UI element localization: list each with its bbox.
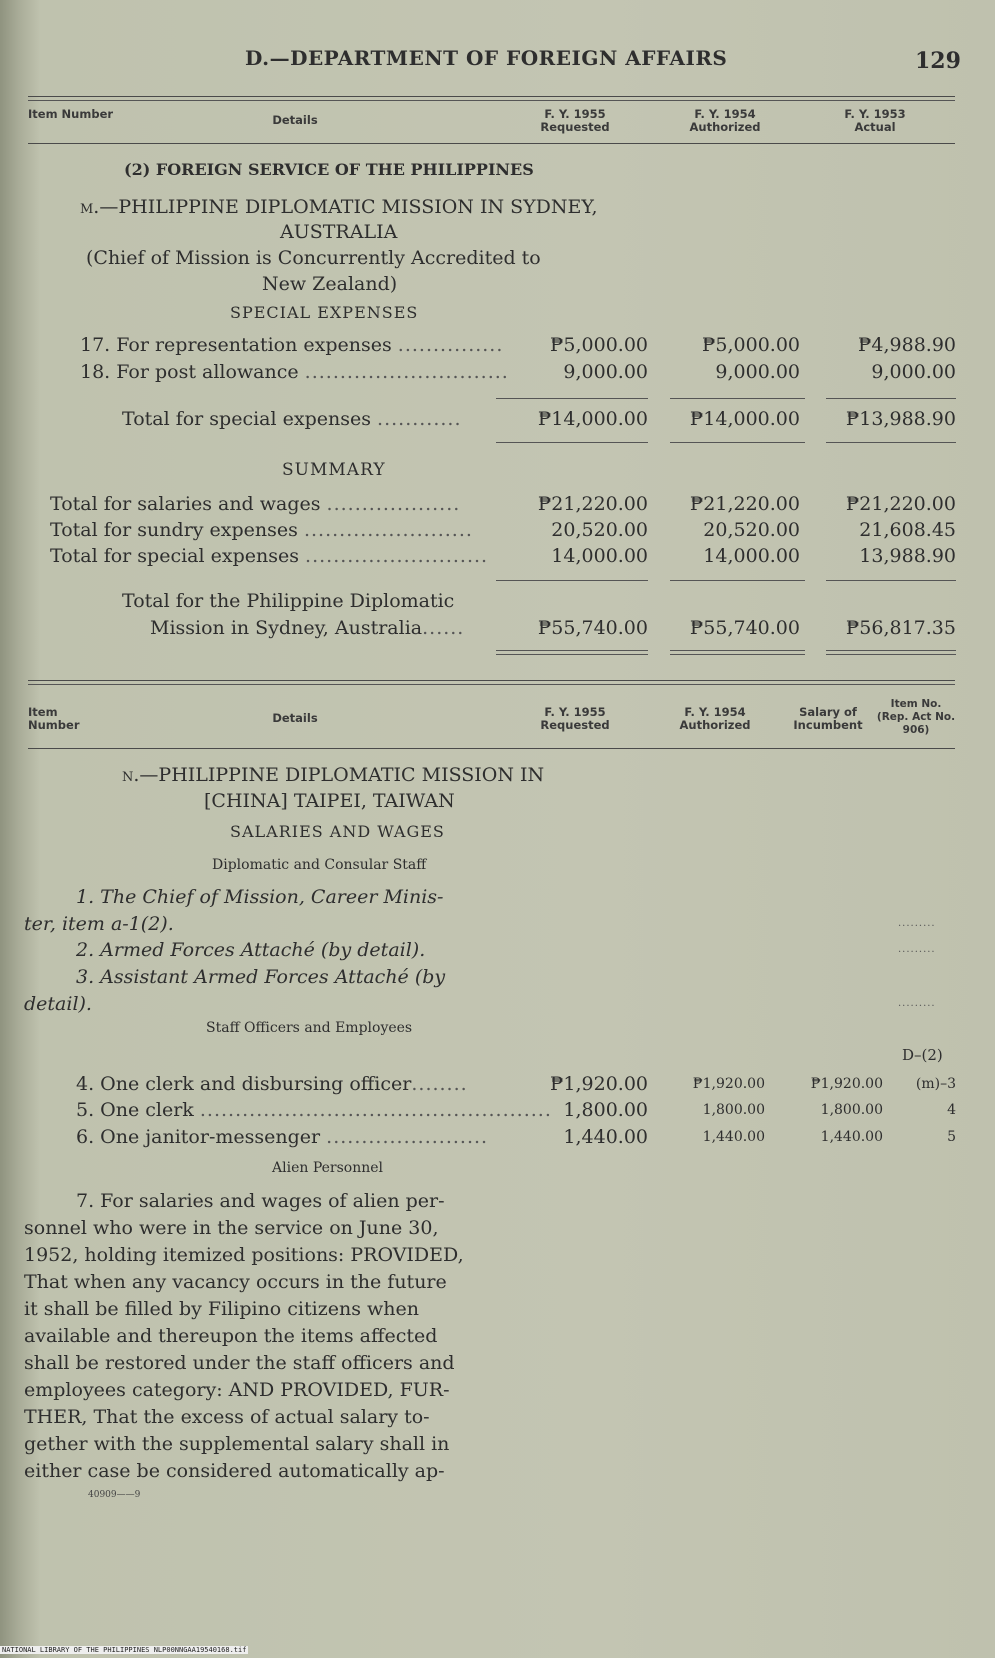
- summary-special-fy1953: 13,988.90: [859, 545, 956, 567]
- row-17-fy1953: ₱4,988.90: [857, 334, 956, 356]
- item-1: 1. The Chief of Mission, Career Minis-: [76, 886, 444, 908]
- grand-total-fy1954: ₱55,740.00: [689, 617, 800, 639]
- total-special-fy1954: ₱14,000.00: [689, 408, 800, 430]
- staff-heading: Staff Officers and Employees: [206, 1020, 413, 1036]
- grand-rule-3: [826, 580, 956, 581]
- row-18-fy1953: 9,000.00: [871, 361, 956, 383]
- staff-row-6-fy1954: 1,440.00: [702, 1129, 765, 1145]
- grand-rule-2: [670, 580, 805, 581]
- col2-item-number: Item Number: [28, 705, 80, 732]
- summary-salaries-label: Total for salaries and wages ...................: [50, 493, 461, 515]
- staff-row-5-fy1955: 1,800.00: [563, 1099, 648, 1121]
- special-expenses-heading: SPECIAL EXPENSES: [230, 303, 419, 322]
- summary-sundry-fy1954: 20,520.00: [703, 519, 800, 541]
- para-line-3: 1952, holding itemized positions: PROVIDED,: [24, 1244, 464, 1266]
- total-rule-2: [670, 442, 805, 443]
- total-special-label: Total for special expenses ............: [122, 408, 462, 430]
- summary-heading: SUMMARY: [282, 460, 386, 480]
- para-line-1: 7. For salaries and wages of alien per-: [76, 1190, 445, 1212]
- row-17-label: 17. For representation expenses ...............: [80, 334, 504, 356]
- subtotal-rule-3: [826, 398, 956, 399]
- col2-details: Details: [272, 711, 318, 725]
- grand-total-label-2: Mission in Sydney, Australia......: [150, 617, 465, 639]
- staff-row-4-fy1955: ₱1,920.00: [549, 1073, 648, 1095]
- para-line-5: it shall be filled by Filipino citizens when: [24, 1298, 419, 1320]
- staff-row-4-salary: ₱1,920.00: [810, 1076, 883, 1092]
- col2-fy1955: F. Y. 1955 Requested: [540, 705, 610, 732]
- row-18-fy1955: 9,000.00: [563, 361, 648, 383]
- staff-row-6-fy1955: 1,440.00: [563, 1126, 648, 1148]
- row-18-label: 18. For post allowance .............................: [80, 361, 509, 383]
- staff-row-6-item-no: 5: [947, 1129, 956, 1145]
- total-special-fy1953: ₱13,988.90: [845, 408, 956, 430]
- item-3: 3. Assistant Armed Forces Attaché (by: [76, 966, 446, 988]
- total-rule-1: [496, 442, 648, 443]
- alien-heading: Alien Personnel: [272, 1160, 383, 1176]
- staff-row-5-item-no: 4: [947, 1102, 956, 1118]
- col-fy1953: F. Y. 1953 Actual: [844, 107, 906, 134]
- summary-special-fy1955: 14,000.00: [551, 545, 648, 567]
- salaries-heading: SALARIES AND WAGES: [230, 822, 445, 841]
- archive-footer: NATIONAL LIBRARY OF THE PHILIPPINES NLP00NNGAA19540168.tif: [2, 1646, 247, 1654]
- grand-total-fy1953: ₱56,817.35: [845, 617, 956, 639]
- item-2: 2. Armed Forces Attaché (by detail).: [76, 939, 426, 961]
- dbl-rule-1a: [496, 650, 648, 651]
- diplomatic-heading: Diplomatic and Consular Staff: [212, 857, 427, 873]
- grand-rule-1: [496, 580, 648, 581]
- summary-salaries-fy1953: ₱21,220.00: [845, 493, 956, 515]
- table2-top-rule: [28, 680, 955, 681]
- col-fy1955: F. Y. 1955 Requested: [540, 107, 610, 134]
- mission-title-n: n.—PHILIPPINE DIPLOMATIC MISSION IN: [122, 764, 545, 786]
- para-line-4: That when any vacancy occurs in the future: [24, 1271, 447, 1293]
- col-details: Details: [272, 113, 318, 127]
- total-special-fy1955: ₱14,000.00: [537, 408, 648, 430]
- mission-title-n-2: [CHINA] TAIPEI, TAIWAN: [204, 790, 455, 812]
- grand-total-fy1955: ₱55,740.00: [537, 617, 648, 639]
- row-17-fy1955: ₱5,000.00: [549, 334, 648, 356]
- dbl-rule-3b: [826, 654, 956, 655]
- subtotal-rule-2: [670, 398, 805, 399]
- summary-sundry-fy1955: 20,520.00: [551, 519, 648, 541]
- col2-fy1954: F. Y. 1954 Authorized: [679, 705, 751, 732]
- para-line-6: available and thereupon the items affected: [24, 1325, 438, 1347]
- col-item-number: Item Number: [28, 107, 114, 121]
- para-line-7: shall be restored under the staff officers and: [24, 1352, 455, 1374]
- table1-top-rule-2: [28, 100, 955, 101]
- ref-header: D–(2): [902, 1046, 943, 1064]
- mission-note-2: New Zealand): [262, 273, 398, 295]
- summary-sundry-fy1953: 21,608.45: [859, 519, 956, 541]
- para-line-9: THER, That the excess of actual salary to-: [24, 1406, 430, 1428]
- row-18-fy1954: 9,000.00: [715, 361, 800, 383]
- table2-header-rule: [28, 748, 955, 749]
- total-rule-3: [826, 442, 956, 443]
- para-line-11: either case be considered automatically ap-: [24, 1460, 445, 1482]
- summary-special-fy1954: 14,000.00: [703, 545, 800, 567]
- staff-row-6-salary: 1,440.00: [820, 1129, 883, 1145]
- dbl-rule-1b: [496, 654, 648, 655]
- summary-salaries-fy1955: ₱21,220.00: [537, 493, 648, 515]
- dbl-rule-2a: [670, 650, 805, 651]
- para-line-8: employees category: AND PROVIDED, FUR-: [24, 1379, 450, 1401]
- item-2-leader: .........: [898, 944, 936, 955]
- printer-signature: 40909——9: [88, 1490, 141, 1500]
- subtotal-rule-1: [496, 398, 648, 399]
- item-1-cont: ter, item a-1(2).: [24, 913, 174, 935]
- item-3-cont: detail).: [24, 993, 92, 1015]
- col-fy1954: F. Y. 1954 Authorized: [689, 107, 761, 134]
- row-17-fy1954: ₱5,000.00: [701, 334, 800, 356]
- item-1-leader: .........: [898, 918, 936, 929]
- staff-row-5-fy1954: 1,800.00: [702, 1102, 765, 1118]
- mission-note: (Chief of Mission is Concurrently Accredited to: [86, 247, 541, 269]
- dbl-rule-2b: [670, 654, 805, 655]
- staff-row-6-label: 6. One janitor-messenger .......................: [76, 1126, 489, 1148]
- staff-row-5-salary: 1,800.00: [820, 1102, 883, 1118]
- item-3-leader: .........: [898, 998, 936, 1009]
- mission-title-m: m.—PHILIPPINE DIPLOMATIC MISSION IN SYDNEY,: [80, 196, 598, 218]
- staff-row-4-label: 4. One clerk and disbursing officer........: [76, 1073, 468, 1095]
- summary-special-label: Total for special expenses ..........................: [50, 545, 489, 567]
- table2-top-rule-2: [28, 684, 955, 685]
- table1-top-rule: [28, 96, 955, 97]
- col2-salary: Salary of Incumbent: [793, 705, 863, 732]
- page-title: D.—DEPARTMENT OF FOREIGN AFFAIRS: [245, 46, 728, 70]
- staff-row-4-item-no: (m)–3: [915, 1076, 956, 1092]
- page-number: 129: [915, 48, 961, 74]
- dbl-rule-3a: [826, 650, 956, 651]
- col2-item-no: Item No. (Rep. Act No. 906): [876, 698, 956, 736]
- para-line-2: sonnel who were in the service on June 30,: [24, 1217, 439, 1239]
- summary-salaries-fy1954: ₱21,220.00: [689, 493, 800, 515]
- grand-total-label: Total for the Philippine Diplomatic: [122, 590, 455, 612]
- staff-row-5-label: 5. One clerk ..................................................: [76, 1099, 552, 1121]
- section-heading: (2) FOREIGN SERVICE OF THE PHILIPPINES: [124, 160, 534, 179]
- mission-title-m-2: AUSTRALIA: [280, 221, 398, 243]
- summary-sundry-label: Total for sundry expenses ........................: [50, 519, 473, 541]
- table1-header-rule: [28, 143, 955, 144]
- staff-row-4-fy1954: ₱1,920.00: [692, 1076, 765, 1092]
- para-line-10: gether with the supplemental salary shall in: [24, 1433, 450, 1455]
